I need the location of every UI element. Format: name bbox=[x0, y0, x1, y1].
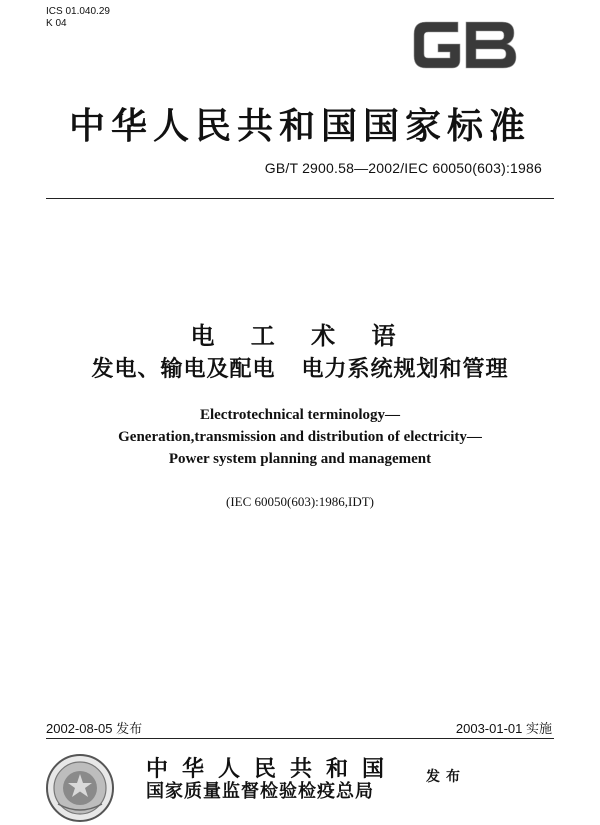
title-cn-main: 电 工 术 语 bbox=[190, 322, 410, 350]
classification-codes bbox=[46, 6, 110, 30]
title-en-line1: Electrotechnical terminology— bbox=[199, 407, 401, 423]
national-emblem-seal bbox=[44, 752, 116, 824]
issuer-line1: 中华人民共和国 bbox=[146, 757, 399, 782]
title-en-line3: Power system planning and management bbox=[168, 451, 432, 467]
top-divider bbox=[46, 198, 554, 199]
title-cn-subtitle: 发电、输电及配电 电力系统规划和管理 bbox=[91, 357, 509, 382]
iec-equivalence: (IEC 60050(603):1986,IDT) bbox=[225, 494, 375, 509]
issue-date: 2002-08-05 发布 bbox=[46, 721, 143, 736]
title-en-line2: Generation,transmission and distribution of electricity— bbox=[118, 429, 482, 445]
standard-number: GB/T 2900.58—2002/IEC 60050(603):1986 bbox=[264, 160, 542, 176]
ics-code: ICS 01.040.29 bbox=[46, 6, 110, 17]
national-standard-title: 中华人民共和国国家标准 bbox=[68, 106, 531, 147]
bottom-divider bbox=[46, 738, 554, 739]
implementation-date: 2003-01-01 实施 bbox=[455, 721, 552, 736]
class-code: K 04 bbox=[46, 18, 67, 29]
gb-logo bbox=[408, 14, 520, 76]
issuer-line2: 国家质量监督检验检疫总局 bbox=[146, 781, 374, 802]
publish-label: 发布 bbox=[426, 769, 466, 785]
title-en bbox=[0, 404, 600, 470]
